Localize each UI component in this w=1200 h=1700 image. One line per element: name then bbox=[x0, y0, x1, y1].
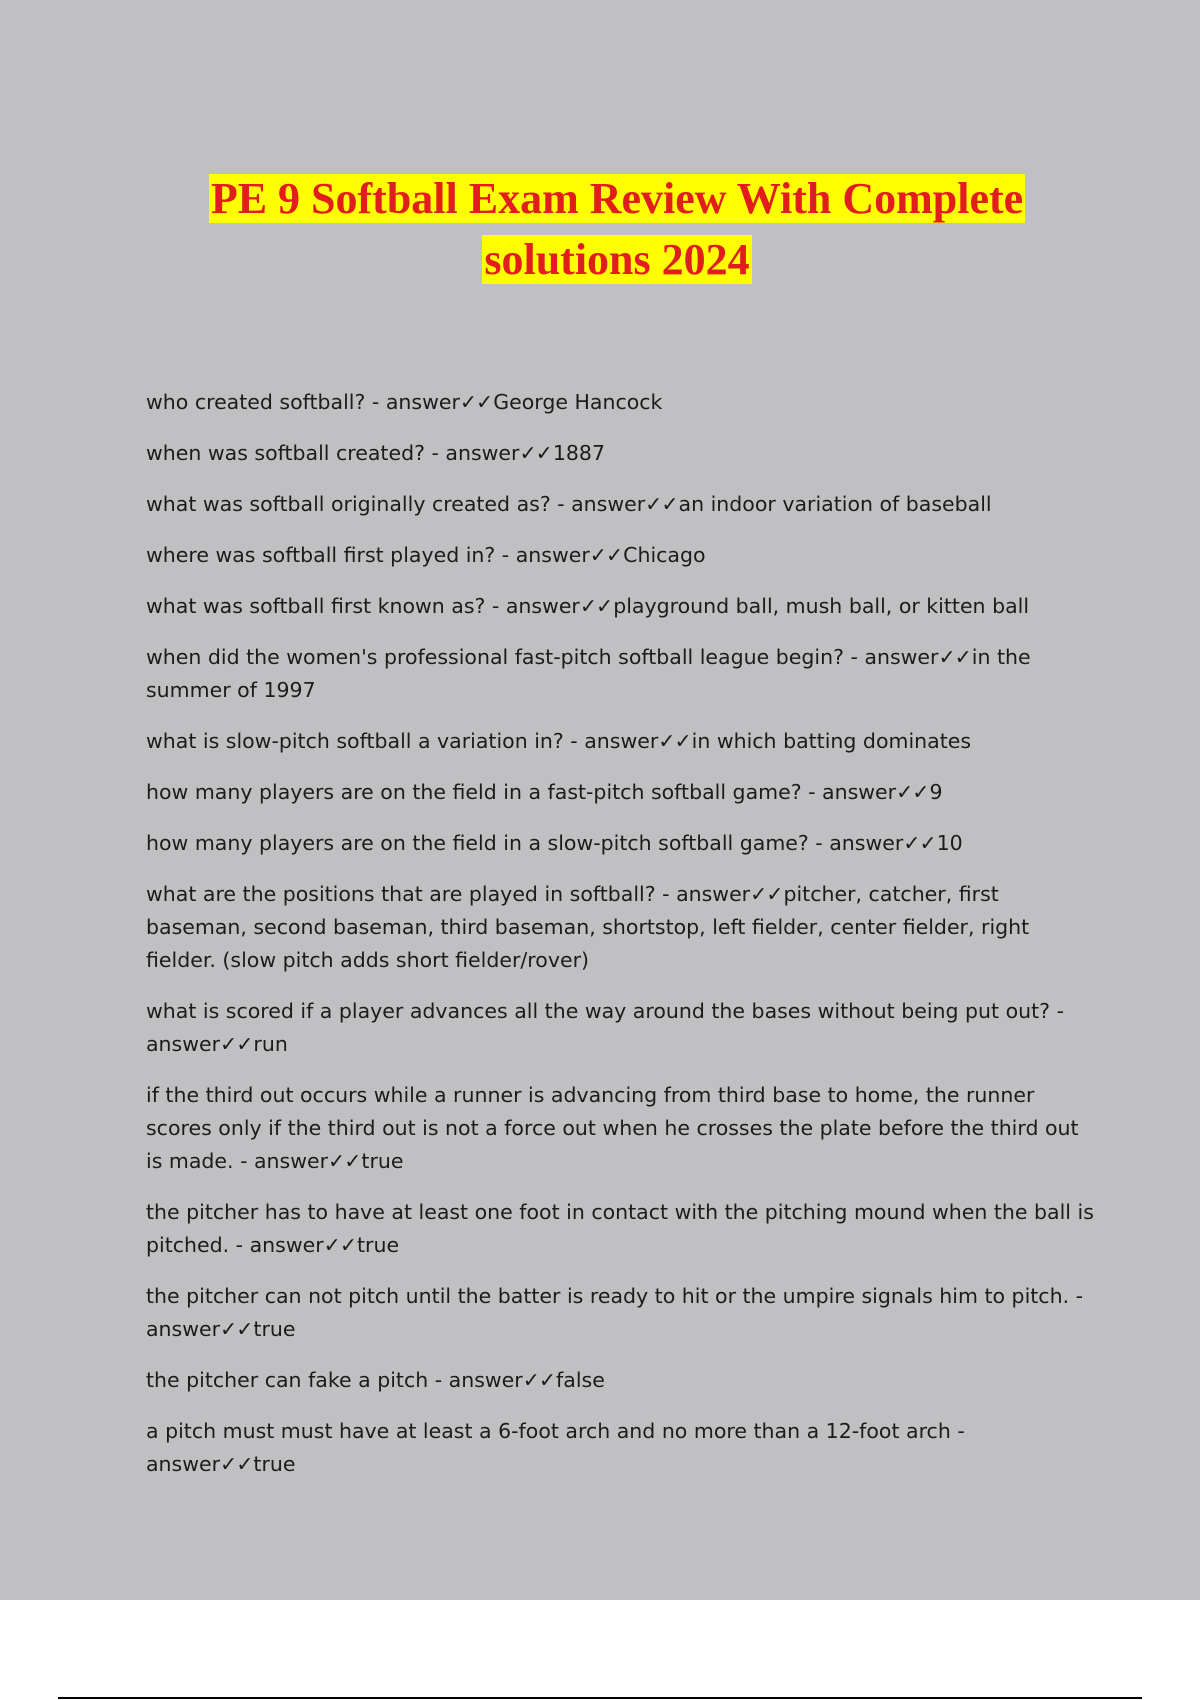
title-line-2: solutions 2024 bbox=[484, 235, 750, 284]
qa-item bbox=[146, 725, 1096, 758]
answer-label: answer bbox=[146, 1452, 221, 1476]
question-text: what are the positions that are played in softball? - bbox=[146, 882, 677, 906]
double-check-icon: ✓✓ bbox=[323, 1233, 356, 1257]
answer-label: answer bbox=[829, 831, 904, 855]
double-check-icon: ✓✓ bbox=[896, 780, 929, 804]
question-text: what is slow-pitch softball a variation in? - bbox=[146, 729, 585, 753]
double-check-icon: ✓✓ bbox=[938, 645, 971, 669]
answer-text: in which batting dominates bbox=[691, 729, 972, 753]
page-title bbox=[150, 168, 1084, 290]
answer-text: run bbox=[253, 1032, 288, 1056]
qa-item bbox=[146, 1364, 1096, 1397]
question-text: when was softball created? - bbox=[146, 441, 446, 465]
double-check-icon: ✓✓ bbox=[220, 1452, 253, 1476]
double-check-icon: ✓✓ bbox=[459, 390, 493, 414]
double-check-icon: ✓✓ bbox=[220, 1032, 253, 1056]
answer-text: 10 bbox=[936, 831, 963, 855]
qa-item bbox=[146, 827, 1096, 860]
double-check-icon: ✓✓ bbox=[579, 594, 613, 618]
qa-item bbox=[146, 995, 1096, 1061]
qa-item bbox=[146, 878, 1096, 977]
question-text: the pitcher has to have at least one foot in contact with the pitching mound when the ball is pitched. - bbox=[146, 1200, 1094, 1257]
double-check-icon: ✓✓ bbox=[645, 492, 678, 516]
qa-item bbox=[146, 1415, 1096, 1481]
answer-text: true bbox=[361, 1149, 404, 1173]
qa-item bbox=[146, 488, 1096, 521]
question-text: who created softball? - bbox=[146, 390, 386, 414]
answer-label: answer bbox=[571, 492, 646, 516]
answer-label: answer bbox=[676, 882, 751, 906]
double-check-icon: ✓✓ bbox=[658, 729, 691, 753]
qa-item bbox=[146, 539, 1096, 572]
qa-item bbox=[146, 1079, 1096, 1178]
question-text: where was softball first played in? - bbox=[146, 543, 516, 567]
answer-label: answer bbox=[864, 645, 939, 669]
question-text: what was softball originally created as? - bbox=[146, 492, 572, 516]
answer-label: answer bbox=[448, 1368, 523, 1392]
answer-label: answer bbox=[254, 1149, 329, 1173]
answer-text: an indoor variation of baseball bbox=[678, 492, 992, 516]
qa-item bbox=[146, 590, 1096, 623]
question-text: the pitcher can fake a pitch - bbox=[146, 1368, 449, 1392]
double-check-icon: ✓✓ bbox=[519, 441, 552, 465]
question-text: if the third out occurs while a runner is advancing from third base to home, the runner scores only if the third out is not a force out when he crosses the plate before the third out is made. - bbox=[146, 1083, 1079, 1173]
qa-item bbox=[146, 1196, 1096, 1262]
answer-text: true bbox=[253, 1317, 296, 1341]
answer-label: answer bbox=[505, 594, 580, 618]
answer-label: answer bbox=[584, 729, 659, 753]
double-check-icon: ✓✓ bbox=[522, 1368, 556, 1392]
answer-text: pitcher, catcher, first baseman, second baseman, third baseman, shortstop, left fielder, center fielder, right fielder. (slow pitch adds short fielder/rover) bbox=[146, 882, 1030, 972]
question-text: what is scored if a player advances all the way around the bases without being put out? - bbox=[146, 999, 1064, 1023]
answer-label: answer bbox=[822, 780, 897, 804]
double-check-icon: ✓✓ bbox=[328, 1149, 361, 1173]
qa-item bbox=[146, 437, 1096, 470]
question-text: how many players are on the field in a fast-pitch softball game? - bbox=[146, 780, 823, 804]
qa-item bbox=[146, 776, 1096, 809]
title-line-1: PE 9 Softball Exam Review With Complete bbox=[210, 174, 1024, 223]
answer-text: playground ball, mush ball, or kitten ball bbox=[613, 594, 1030, 618]
double-check-icon: ✓✓ bbox=[589, 543, 623, 567]
double-check-icon: ✓✓ bbox=[220, 1317, 253, 1341]
answer-text: false bbox=[556, 1368, 605, 1392]
answer-text: 9 bbox=[929, 780, 943, 804]
question-text: a pitch must must have at least a 6-foot arch and no more than a 12-foot arch - bbox=[146, 1419, 965, 1443]
answer-text: true bbox=[357, 1233, 400, 1257]
question-text: what was softball first known as? - bbox=[146, 594, 506, 618]
answer-label: answer bbox=[249, 1233, 324, 1257]
answer-label: answer bbox=[385, 390, 460, 414]
qa-item bbox=[146, 1280, 1096, 1346]
double-check-icon: ✓✓ bbox=[903, 831, 936, 855]
question-text: how many players are on the field in a slow-pitch softball game? - bbox=[146, 831, 830, 855]
double-check-icon: ✓✓ bbox=[750, 882, 783, 906]
answer-label: answer bbox=[146, 1317, 221, 1341]
answer-label: answer bbox=[515, 543, 590, 567]
question-answer-list bbox=[146, 386, 1096, 1499]
answer-label: answer bbox=[146, 1032, 221, 1056]
qa-item bbox=[146, 386, 1096, 419]
answer-text: 1887 bbox=[552, 441, 605, 465]
qa-item bbox=[146, 641, 1096, 707]
answer-text: in the summer of 1997 bbox=[146, 645, 1031, 702]
question-text: the pitcher can not pitch until the batter is ready to hit or the umpire signals him to pitch. - bbox=[146, 1284, 1083, 1308]
answer-label: answer bbox=[445, 441, 520, 465]
answer-text: true bbox=[253, 1452, 296, 1476]
question-text: when did the women's professional fast-pitch softball league begin? - bbox=[146, 645, 865, 669]
answer-text: Chicago bbox=[623, 543, 706, 567]
footer-divider bbox=[58, 1697, 1142, 1699]
answer-text: George Hancock bbox=[493, 390, 663, 414]
